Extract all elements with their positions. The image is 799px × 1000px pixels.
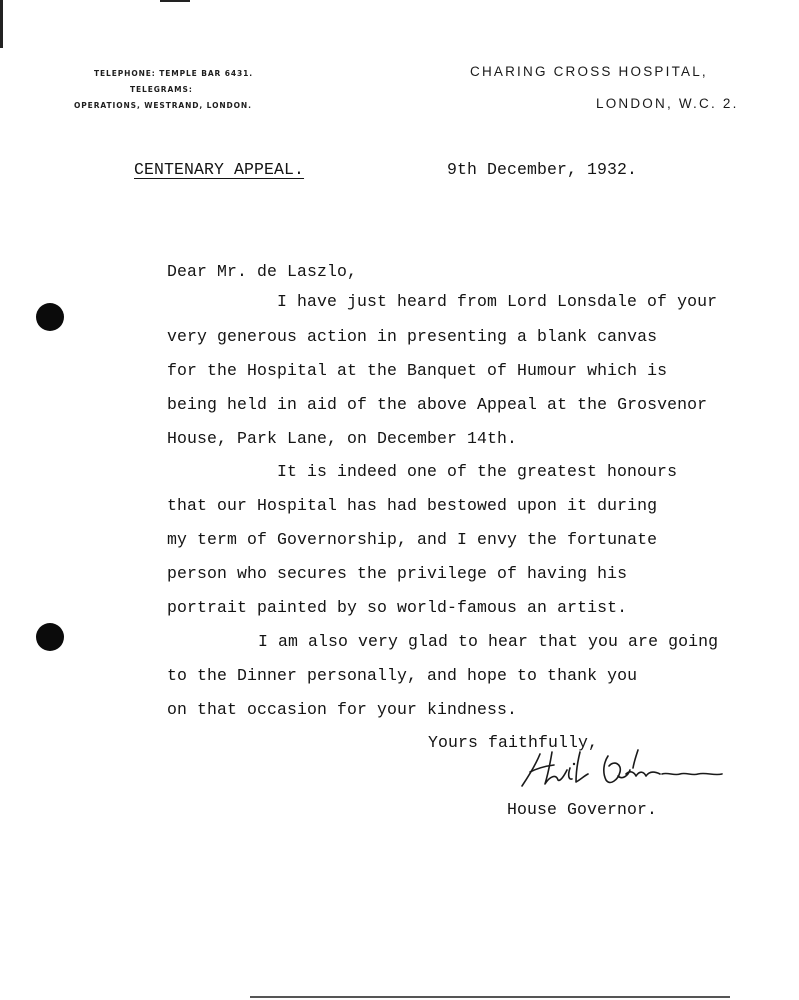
punch-hole-lower bbox=[36, 623, 64, 651]
salutation: Dear Mr. de Laszlo, bbox=[167, 262, 358, 281]
body-line: that our Hospital has had bestowed upon it during bbox=[167, 496, 658, 515]
body-line: very generous action in presenting a blank canvas bbox=[167, 327, 658, 346]
body-line: It is indeed one of the greatest honours bbox=[277, 462, 678, 481]
letterhead-institution: CHARING CROSS HOSPITAL, bbox=[470, 64, 708, 79]
body-line: I have just heard from Lord Lonsdale of your bbox=[277, 292, 718, 311]
closing: Yours faithfully, bbox=[428, 733, 599, 752]
body-line: on that occasion for your kindness. bbox=[167, 700, 518, 719]
scan-edge-bottom bbox=[250, 996, 730, 998]
signatory-title: House Governor. bbox=[507, 800, 658, 819]
letterhead-telegrams-address: OPERATIONS, WESTRAND, LONDON. bbox=[74, 101, 252, 110]
body-line: I am also very glad to hear that you are going bbox=[258, 632, 719, 651]
scan-edge-left bbox=[0, 0, 3, 48]
body-line: to the Dinner personally, and hope to thank you bbox=[167, 666, 638, 685]
body-line: my term of Governorship, and I envy the fortunate bbox=[167, 530, 658, 549]
body-line: portrait painted by so world-famous an artist. bbox=[167, 598, 628, 617]
punch-hole-upper bbox=[36, 303, 64, 331]
subject-line: CENTENARY APPEAL. bbox=[134, 160, 305, 179]
letterhead-city: LONDON, W.C. 2. bbox=[596, 96, 739, 111]
body-line: House, Park Lane, on December 14th. bbox=[167, 429, 518, 448]
body-line: person who secures the privilege of having his bbox=[167, 564, 628, 583]
body-line: for the Hospital at the Banquet of Humour which is bbox=[167, 361, 668, 380]
letterhead-telegrams-label: TELEGRAMS: bbox=[130, 85, 193, 94]
handwritten-signature bbox=[510, 746, 735, 798]
body-line: being held in aid of the above Appeal at the Grosvenor bbox=[167, 395, 708, 414]
scan-edge-top bbox=[160, 0, 190, 2]
letter-date: 9th December, 1932. bbox=[447, 160, 638, 179]
letterhead-telephone: TELEPHONE: TEMPLE BAR 6431. bbox=[94, 69, 253, 78]
